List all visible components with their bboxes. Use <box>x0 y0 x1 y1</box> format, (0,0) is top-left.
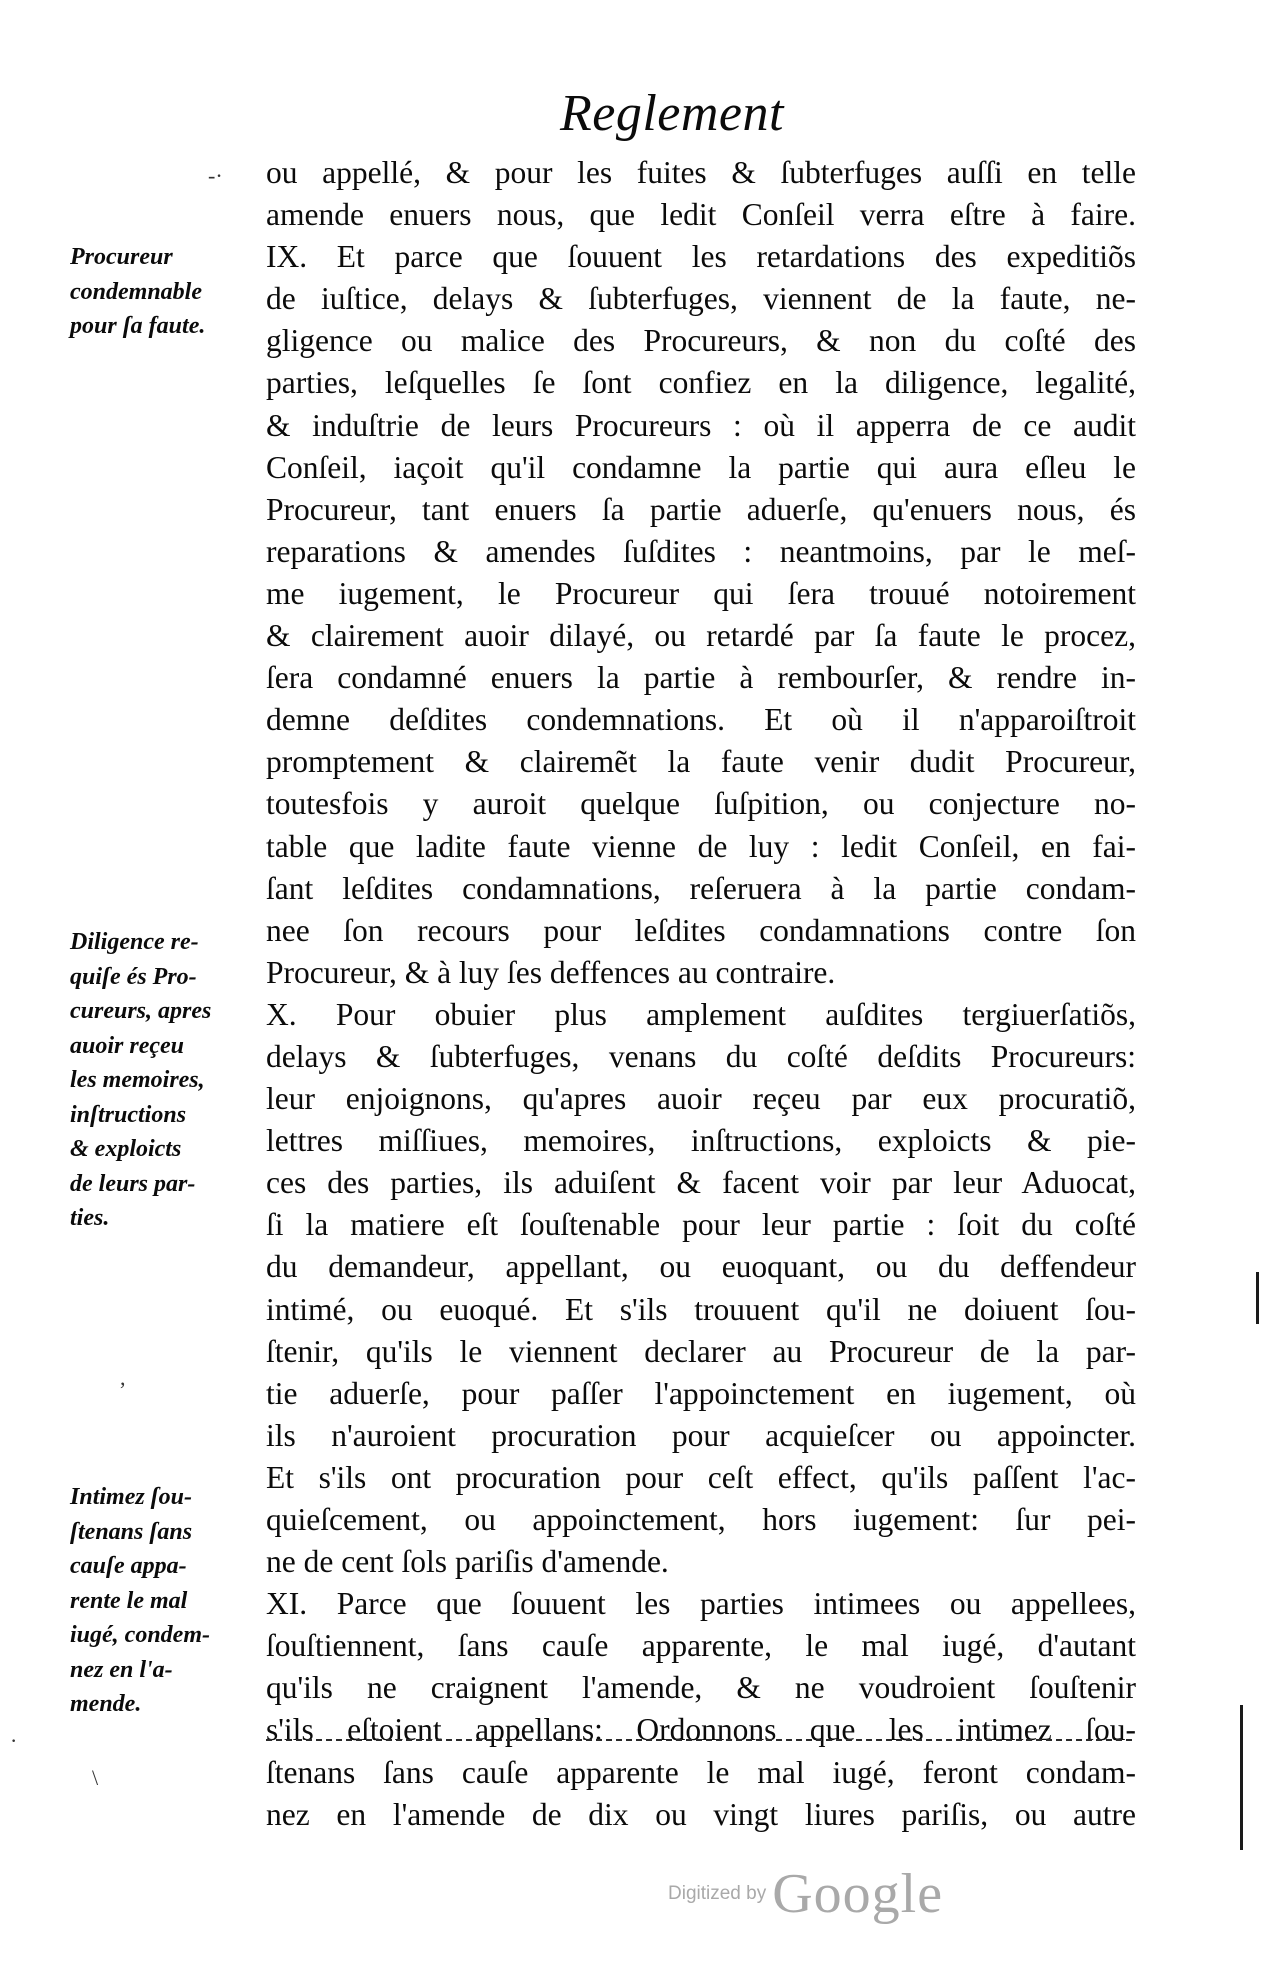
margin-note-line: rente le mal <box>70 1587 188 1614</box>
body-line: ſi la matiere eſt ſouſtenable pour leur partie : ſoit du coſté <box>266 1207 1136 1243</box>
body-line: me iugement, le Procureur qui ſera trouué notoirement <box>266 575 1136 611</box>
margin-note-line: Diligence re- <box>70 929 199 955</box>
body-line: intimé, ou euoqué. Et s'ils trouuent qu'il ne doiuent ſou- <box>266 1291 1136 1327</box>
margin-note-line: nez en l'a- <box>70 1656 173 1683</box>
margin-note-line: mende. <box>70 1691 142 1717</box>
margin-note-line: les memoires, <box>70 1067 205 1093</box>
margin-note <box>70 925 260 1236</box>
edge-mark <box>1256 1272 1259 1324</box>
body-line: lettres miſſiues, memoires, inſtructions, exploicts & pie- <box>266 1123 1136 1159</box>
body-line: parties, leſquelles ſe ſont confiez en la diligence, legalité, <box>266 365 1136 401</box>
edge-mark <box>1240 1705 1243 1850</box>
margin-note <box>70 240 260 344</box>
margin-note-line: cureurs, apres <box>70 998 212 1024</box>
body-line: ſtenans ſans cauſe apparente le mal iugé, feront condam- <box>266 1754 1136 1790</box>
body-line: de iuſtice, delays & ſubterfuges, viennent de la faute, ne- <box>266 281 1136 317</box>
body-line: Procureur, tant enuers ſa partie aduerſe, qu'enuers nous, és <box>266 491 1136 527</box>
margin-note <box>70 1480 260 1722</box>
body-line: ſera condamné enuers la partie à rembourſer, & rendre in- <box>266 660 1136 696</box>
body-line: ſant leſdites condamnations, reſeruera à la partie condam- <box>266 870 1136 906</box>
body-line: gligence ou malice des Procureurs, & non du coſté des <box>266 323 1136 359</box>
body-text <box>266 152 1136 1836</box>
digitization-watermark <box>668 1862 943 1926</box>
running-head: Reglement <box>560 85 784 142</box>
body-line: toutesfois y auroit quelque ſuſpition, ou conjecture no- <box>266 786 1136 822</box>
body-line: amende enuers nous, que ledit Conſeil verra eſtre à faire. <box>266 197 1136 233</box>
body-line: nee ſon recours pour leſdites condamnations contre ſon <box>266 912 1136 948</box>
margin-note-line: condemnable <box>70 278 202 305</box>
body-line: tie aduerſe, pour paſſer l'appoinctement en iugement, où <box>266 1375 1136 1411</box>
body-line: demne deſdites condemnations. Et où il n'apparoiſtroit <box>266 702 1136 738</box>
body-line: ſtenir, qu'ils le viennent declarer au Procureur de la par- <box>266 1333 1136 1369</box>
margin-note-line: cauſe appa- <box>70 1553 187 1579</box>
body-line: & clairement auoir dilayé, ou retardé par ſa faute le procez, <box>266 618 1136 654</box>
margin-note-line: Procureur <box>70 244 173 270</box>
body-line: IX. Et parce que ſouuent les retardations des expeditiõs <box>266 239 1136 275</box>
body-line: du demandeur, appellant, ou euoquant, ou du deffendeur <box>266 1249 1136 1285</box>
google-logo: Google <box>772 1863 944 1925</box>
body-line: ſouſtiennent, ſans cauſe apparente, le mal iugé, d'autant <box>266 1628 1136 1664</box>
margin-note-line: auoir reçeu <box>70 1032 184 1059</box>
margin-note-line: iugé, condem- <box>70 1622 210 1648</box>
stray-dash-mark: -· <box>208 163 223 188</box>
body-line: Et s'ils ont procuration pour ceſt effect, qu'ils paſſent l'ac- <box>266 1459 1136 1495</box>
margin-note-line: ties. <box>70 1205 110 1231</box>
body-line: s'ils eſtoient appellans: Ordonnons que les intimez ſou- <box>266 1712 1136 1748</box>
body-line: & induſtrie de leurs Procureurs : où il apperra de ce audit <box>266 407 1136 443</box>
body-line: promptement & clairemẽt la faute venir dudit Procureur, <box>266 744 1136 780</box>
watermark-prefix: Digitized by <box>668 1883 767 1904</box>
body-line: ces des parties, ils aduiſent & facent voir par leur Aduocat, <box>266 1165 1136 1201</box>
body-line: nez en l'amende de dix ou vingt liures pariſis, ou autre <box>266 1796 1136 1832</box>
body-line: leur enjoignons, qu'apres auoir reçeu par eux procuratiõ, <box>266 1081 1136 1117</box>
body-line: table que ladite faute vienne de luy : ledit Conſeil, en fai- <box>266 828 1136 864</box>
body-line: Conſeil, iaçoit qu'il condamne la partie qui aura eſleu le <box>266 449 1136 485</box>
margin-note-line: Intimez ſou- <box>70 1484 193 1510</box>
margin-note-line: inſtructions <box>70 1101 187 1128</box>
body-line: reparations & amendes ſuſdites : neantmoins, par le meſ- <box>266 533 1136 569</box>
body-line: Procureur, & à luy ſes deffences au contraire. <box>266 954 836 990</box>
body-line: XI. Parce que ſouuent les parties intimees ou appellees, <box>266 1586 1136 1622</box>
body-line: ne de cent ſols pariſis d'amende. <box>266 1544 669 1580</box>
body-line: X. Pour obuier plus amplement auſdites tergiuerſatiõs, <box>266 996 1136 1032</box>
body-line: ils n'auroient procuration pour acquieſcer ou appoincter. <box>266 1417 1136 1453</box>
margin-note-line: ſtenans ſans <box>70 1518 193 1545</box>
bottom-rule <box>266 1739 1132 1741</box>
stray-mark: · <box>10 1728 18 1753</box>
stray-mark: , <box>120 1365 126 1390</box>
body-line: qu'ils ne craignent l'amende, & ne voudroient ſouſtenir <box>266 1670 1136 1706</box>
margin-note-line: & exploicts <box>70 1136 182 1162</box>
margin-note-line: pour ſa faute. <box>70 313 206 339</box>
margin-note-line: quiſe és Pro- <box>70 963 197 990</box>
body-line: ou appellé, & pour les fuites & ſubterfuges auſſi en telle <box>266 155 1136 190</box>
body-line: delays & ſubterfuges, venans du coſté deſdits Procureurs: <box>266 1038 1136 1074</box>
margin-note-line: de leurs par- <box>70 1170 196 1197</box>
body-line: quieſcement, ou appoinctement, hors iugement: ſur pei- <box>266 1502 1136 1537</box>
stray-mark: \ <box>92 1765 99 1790</box>
